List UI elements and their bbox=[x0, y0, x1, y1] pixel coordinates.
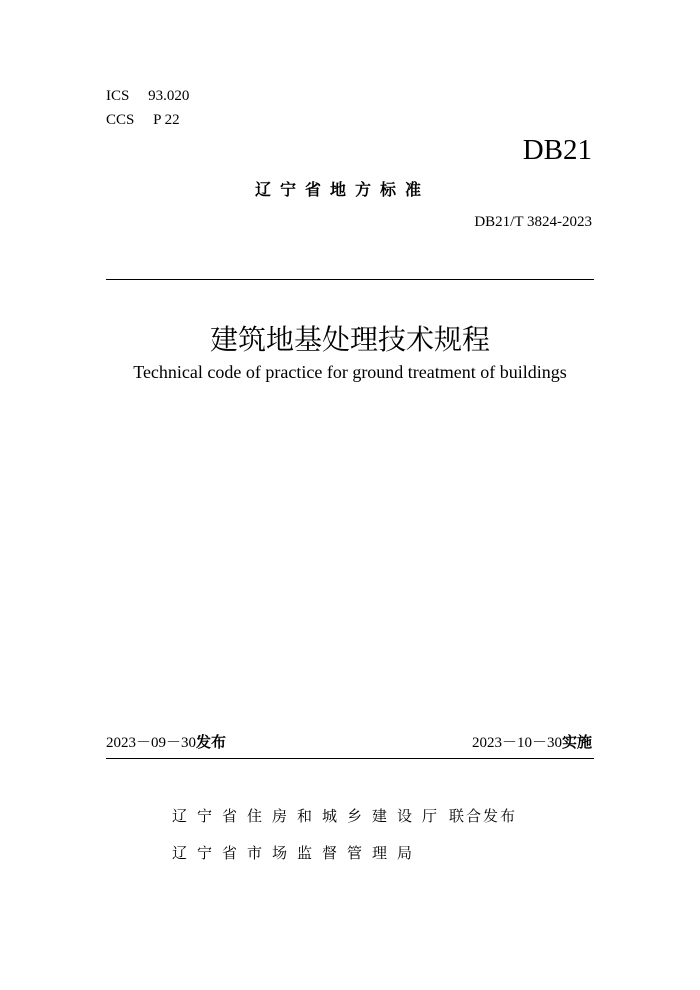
standard-type: 辽宁省地方标准 bbox=[255, 180, 431, 199]
implementation-date bbox=[472, 731, 592, 752]
title-chinese: 建筑地基处理技术规程 bbox=[209, 323, 490, 356]
ccs-code: CCS P 22 bbox=[106, 112, 180, 128]
issue-date bbox=[106, 731, 226, 752]
issue-date-value: 2023－09－30 bbox=[106, 735, 197, 751]
standard-number: DB21/T 3824-2023 bbox=[474, 214, 592, 230]
implementation-date-value: 2023－10－30 bbox=[471, 735, 562, 751]
standard-code: DB21 bbox=[522, 134, 592, 166]
issuer-market-regulation: 辽宁省市场监督管理局 bbox=[172, 844, 423, 862]
implementation-label: 实施 bbox=[561, 733, 592, 751]
joint-issue-label: 联合发布 bbox=[449, 807, 518, 825]
top-divider bbox=[106, 279, 594, 280]
ics-code: ICS 93.020 bbox=[106, 88, 190, 104]
title-english: Technical code of practice for ground treatment of buildings bbox=[133, 362, 567, 382]
issuer-housing-dept: 辽宁省住房和城乡建设厅 bbox=[172, 807, 448, 825]
bottom-divider bbox=[106, 758, 594, 759]
issue-label: 发布 bbox=[196, 733, 227, 751]
